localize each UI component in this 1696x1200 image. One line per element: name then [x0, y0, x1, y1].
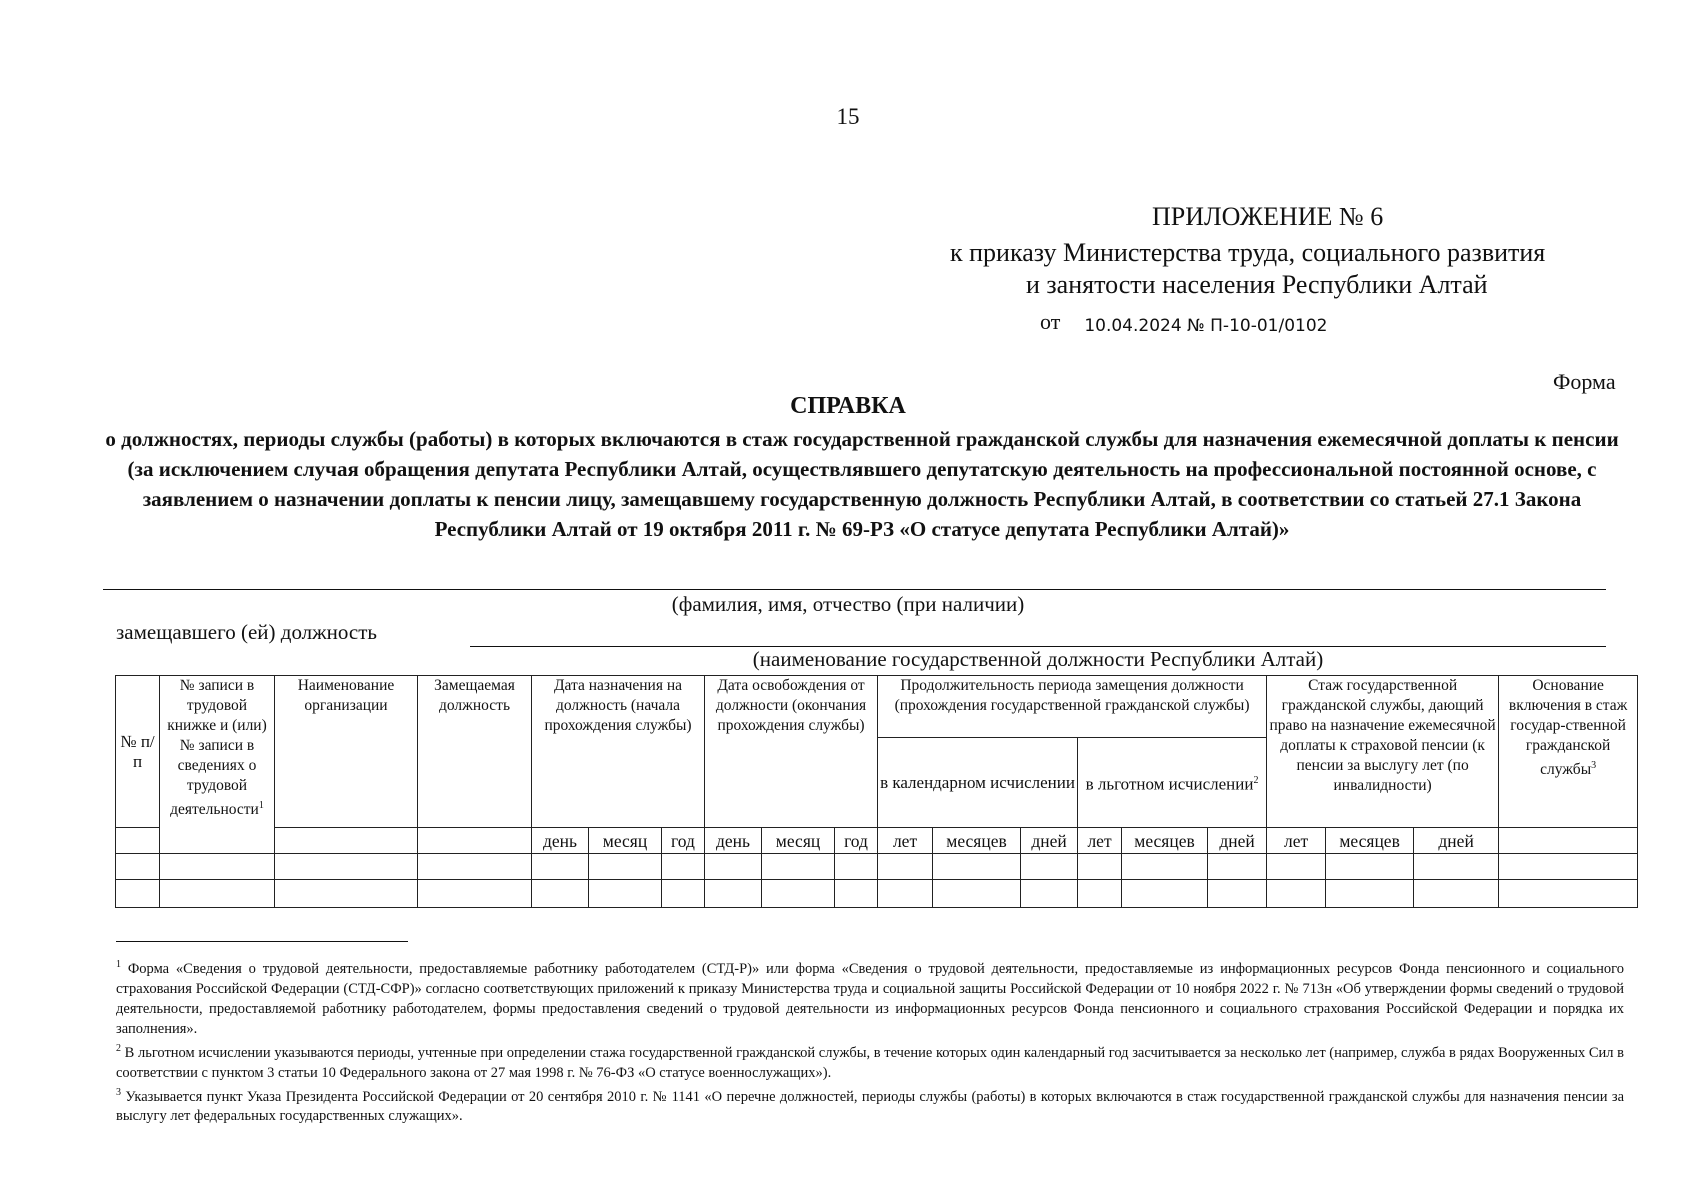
page-number: 15: [836, 104, 860, 129]
footnote-2-text: В льготном исчислении указываются периоды, учтенные при определении стажа государственной гражданской службы, в течение которых один календарный год засчитывается за несколько лет (например, служба в рядах Вооруженных Сил в соответствии с пунктом 3 статьи 10 Федерального закона от 27 мая 1998 г. № 76-ФЗ «О статусе военнослужащих»).: [116, 1044, 1625, 1081]
unit-calendar-years: лет: [878, 828, 933, 854]
table-cell: [662, 880, 705, 908]
table-cell: [532, 854, 589, 880]
unit-cell-empty: [116, 828, 160, 854]
footnote-2: [116, 1039, 1624, 1083]
table-cell: [933, 880, 1021, 908]
table-cell: [762, 880, 835, 908]
fio-underline: [103, 589, 1606, 590]
unit-end-year: год: [835, 828, 878, 854]
table-cell: [1414, 854, 1499, 880]
footnote-separator: [116, 941, 408, 942]
table-cell: [1208, 880, 1267, 908]
table-cell: [418, 880, 532, 908]
table-cell: [1499, 854, 1638, 880]
table-cell: [762, 854, 835, 880]
footnote-ref-2: 2: [1253, 774, 1259, 786]
table-cell: [1208, 854, 1267, 880]
order-prefix: от: [1040, 309, 1061, 334]
col-header-preferential-text: в льготном исчислении: [1085, 774, 1254, 794]
table-cell: [1122, 854, 1208, 880]
unit-calendar-months: месяцев: [933, 828, 1021, 854]
table-cell: [116, 854, 160, 880]
table-cell: [275, 880, 418, 908]
unit-start-day: день: [532, 828, 589, 854]
footnote-3-text: Указывается пункт Указа Президента Российской Федерации от 20 сентября 2010 г. № 1141 «О перечне должностей, периоды службы (работы) в которых включаются в стаж государственной гражданской службы для назначения пенсии за выслугу лет федеральных государственных служащих».: [116, 1088, 1624, 1125]
table-cell: [160, 880, 275, 908]
footnote-ref-3: 3: [1591, 760, 1597, 771]
unit-start-year: год: [662, 828, 705, 854]
footnotes: [116, 955, 1624, 1126]
table-row: [116, 854, 1638, 880]
document-subtitle: о должностях, периоды службы (работы) в которых включаются в стаж государственной гражданской службы для назначения ежемесячной доплаты к пенсии (за исключением случая обращения депутата Республики Алтай, осуществлявшего депутатскую деятельность на профессиональной постоянной основе, с заявлением о назначении доплаты к пенсии лицу, замещавшему государственную должность Республики Алтай, в соответствии со статьей 27.1 Закона Республики Алтай от 19 октября 2011 г. № 69-РЗ «О статусе депутата Республики Алтай)»: [105, 427, 1619, 541]
table-cell: [1078, 880, 1122, 908]
table-cell: [1267, 854, 1326, 880]
col-header-position: Замещаемая должность: [418, 676, 532, 828]
table-cell: [1499, 880, 1638, 908]
table-cell: [1021, 880, 1078, 908]
table-cell: [1414, 880, 1499, 908]
table-cell: [1021, 854, 1078, 880]
col-header-record: [160, 676, 275, 854]
table-cell: [589, 880, 662, 908]
table-row: [116, 880, 1638, 908]
unit-seniority-years: лет: [1267, 828, 1326, 854]
table-cell: [662, 854, 705, 880]
col-header-basis: [1499, 676, 1638, 828]
unit-preferential-months: месяцев: [1122, 828, 1208, 854]
col-header-basis-text: Основание включения в стаж государ-ственной гражданской службы: [1508, 677, 1628, 779]
form-label: Форма: [1553, 369, 1616, 394]
table-cell: [1122, 880, 1208, 908]
table-cell: [1326, 880, 1414, 908]
unit-seniority-days: дней: [1414, 828, 1499, 854]
col-header-number: № п/п: [116, 676, 160, 828]
table-cell: [705, 854, 762, 880]
unit-end-day: день: [705, 828, 762, 854]
col-header-duration: Продолжительность периода замещения должности (прохождения государственной гражданской службы): [878, 676, 1267, 738]
document-title: СПРАВКА: [790, 393, 906, 419]
col-header-start-date: Дата назначения на должность (начала прохождения службы): [532, 676, 705, 828]
unit-preferential-years: лет: [1078, 828, 1122, 854]
footnote-1-text: Форма «Сведения о трудовой деятельности, предоставляемые работнику работодателем (СТД-Р)» или форма «Сведения о трудовой деятельности, предоставляемые из информационных ресурсов Фонда пенсионного и социального страхования Российской Федерации (СТД-СФР)» согласно соответствующих приложений к приказу Министерства труда и социальной защиты Российской Федерации от 10 ноября 2022 г. № 713н «Об утверждении формы сведений о трудовой деятельности, предоставляемой работнику работодателем, формы предоставления сведений о трудовой деятельности из информационных ресурсов Фонда пенсионного и социального страхования Российской Федерации и порядка их заполнения».: [116, 960, 1625, 1037]
col-header-calendar: в календарном исчислении: [878, 738, 1078, 828]
table-cell: [1267, 880, 1326, 908]
table-cell: [835, 854, 878, 880]
table-cell: [160, 854, 275, 880]
order-number: 10.04.2024 № П-10-01/0102: [1084, 316, 1328, 336]
positions-table: [115, 675, 1638, 908]
table-cell: [418, 854, 532, 880]
table-cell: [275, 854, 418, 880]
unit-seniority-months: месяцев: [1326, 828, 1414, 854]
footnote-1-mark: 1: [116, 959, 121, 970]
table-cell: [705, 880, 762, 908]
appendix-ministry-name: и занятости населения Республики Алтай: [1026, 270, 1488, 299]
table-cell: [835, 880, 878, 908]
position-label: замещавшего (ей) должность: [116, 620, 377, 644]
footnote-ref-1: 1: [258, 800, 264, 811]
table-cell: [1326, 854, 1414, 880]
appendix-title: ПРИЛОЖЕНИЕ № 6: [1152, 202, 1384, 231]
col-header-end-date: Дата освобождения от должности (окончания прохождения службы): [705, 676, 878, 828]
footnote-3: [116, 1083, 1624, 1127]
table-cell: [532, 880, 589, 908]
unit-calendar-days: дней: [1021, 828, 1078, 854]
unit-preferential-days: дней: [1208, 828, 1267, 854]
appendix-order-reference: к приказу Министерства труда, социального развития: [950, 238, 1546, 267]
table-cell: [878, 854, 933, 880]
position-caption: (наименование государственной должности Республики Алтай): [752, 647, 1324, 671]
footnote-3-mark: 3: [116, 1086, 121, 1098]
table-cell: [933, 854, 1021, 880]
unit-end-month: месяц: [762, 828, 835, 854]
unit-cell-empty: [418, 828, 532, 854]
fio-caption: (фамилия, имя, отчество (при наличии): [671, 592, 1025, 616]
col-header-preferential: [1078, 738, 1267, 828]
col-header-record-text: № записи в трудовой книжке и (или) № записи в сведениях о трудовой деятельности: [167, 677, 267, 819]
unit-cell-empty: [275, 828, 418, 854]
col-header-organization: Наименование организации: [275, 676, 418, 828]
table-cell: [878, 880, 933, 908]
table-cell: [116, 880, 160, 908]
footnote-1: [116, 955, 1624, 1039]
order-date-number: [1040, 309, 1327, 335]
unit-cell-empty: [1499, 828, 1638, 854]
unit-start-month: месяц: [589, 828, 662, 854]
col-header-seniority: Стаж государственной гражданской службы, дающий право на назначение ежемесячной доплаты к страховой пенсии (к пенсии за выслугу лет (по инвалидности): [1267, 676, 1499, 828]
table-cell: [1078, 854, 1122, 880]
footnote-2-mark: 2: [116, 1042, 121, 1054]
table-cell: [589, 854, 662, 880]
